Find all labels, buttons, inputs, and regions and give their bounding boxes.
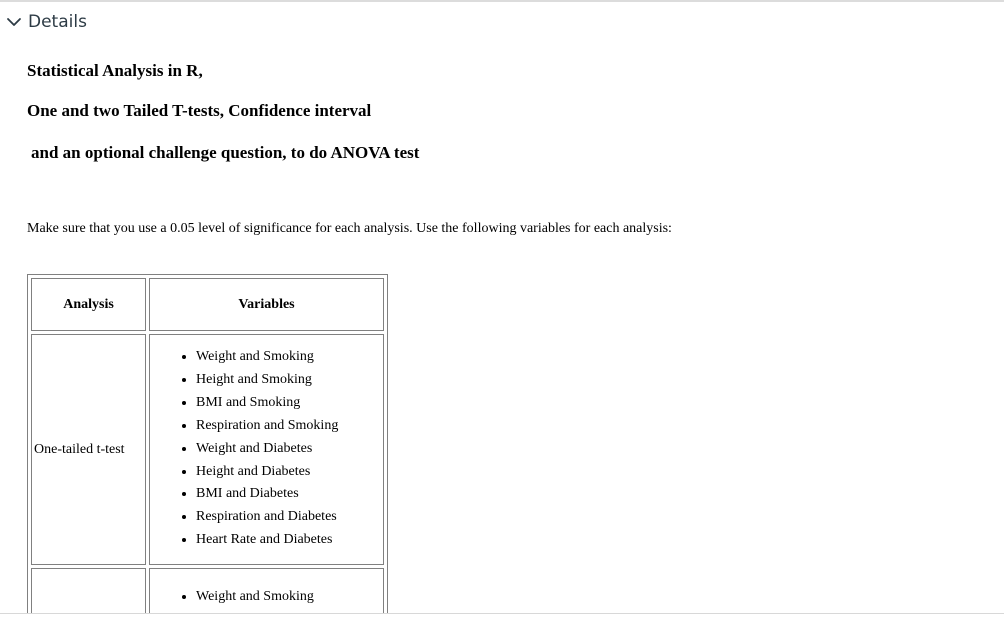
heading-subtitle: One and two Tailed T-tests, Confidence interval <box>27 101 372 120</box>
list-item: • Respiration and Diabetes <box>196 506 383 529</box>
variables-cell <box>149 334 384 565</box>
list-item: • Height and Diabetes <box>196 461 383 484</box>
list-item: • BMI and Diabetes <box>196 483 383 506</box>
header-analysis: Analysis <box>31 278 146 331</box>
table-header-row <box>31 278 384 331</box>
analysis-table-wrap <box>27 274 388 621</box>
top-divider <box>0 0 1004 2</box>
list-item: • Respiration and Smoking <box>196 415 383 438</box>
variables-list <box>150 586 383 609</box>
list-item: • Weight and Diabetes <box>196 438 383 461</box>
list-item: • Heart Rate and Diabetes <box>196 529 383 552</box>
details-toggle[interactable] <box>6 12 87 32</box>
details-label: Details <box>28 12 87 32</box>
analysis-table <box>27 274 388 621</box>
header-variables: Variables <box>149 278 384 331</box>
intro-text: Make sure that you use a 0.05 level of significance for each analysis. Use the following variables for each analysis: <box>27 221 672 236</box>
table-row <box>31 334 384 565</box>
list-item: • Height and Smoking <box>196 369 383 392</box>
analysis-cell: One-tailed t-test <box>31 334 146 565</box>
list-item: • Weight and Smoking <box>196 586 383 609</box>
bottom-divider <box>0 613 1004 621</box>
list-item: • Weight and Smoking <box>196 346 383 369</box>
heading-challenge: and an optional challenge question, to do ANOVA test <box>31 143 420 162</box>
variables-list <box>150 346 383 552</box>
heading-title: Statistical Analysis in R, <box>27 61 203 80</box>
chevron-down-icon <box>6 14 22 30</box>
list-item: • BMI and Smoking <box>196 392 383 415</box>
